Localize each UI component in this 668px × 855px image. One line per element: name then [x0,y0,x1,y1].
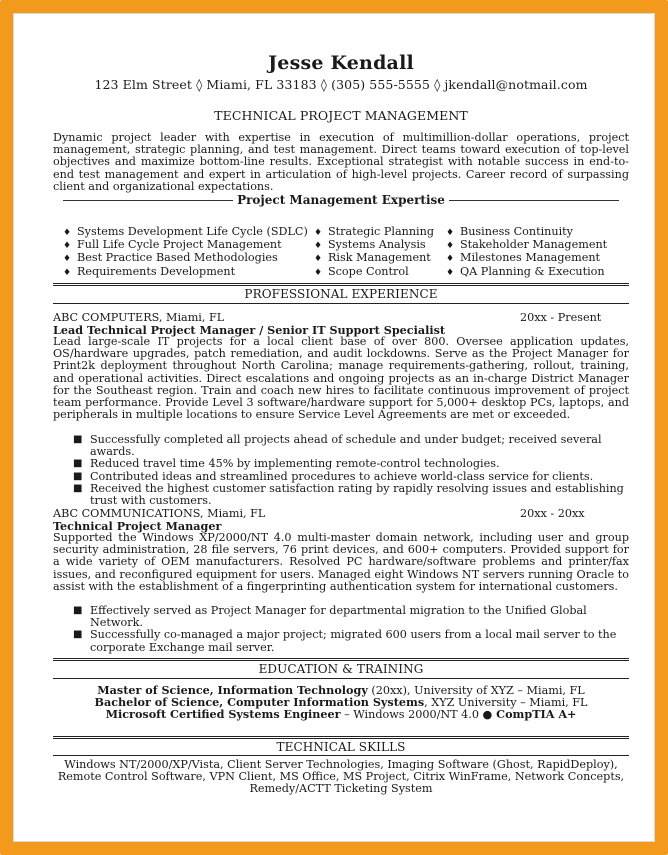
education-heading: EDUCATION & TRAINING [258,662,424,676]
bullet-icon: ■ [73,434,83,445]
expertise-item: ♦ Milestones Management [446,251,601,265]
candidate-name: Jesse Kendall [268,52,414,74]
diamond-icon: ♦ [63,254,72,265]
headline: TECHNICAL PROJECT MANAGEMENT [214,108,468,123]
skills-rule-bottom [53,755,629,756]
expertise-column-1 [63,226,308,279]
job1-description: Lead large-scale IT projects for a local client base of over 800. Oversee application updates, OS/hardware upgrades, patch remediation, and audit lockdowns. Serve as the Project Manager for Print2k deployment throughout North Carolina; manage requirements-gathering, rollout, training, and operational activities. Direct escalations and ongoing projects as an in-charge District Manager for the Southeast region. Train and coach new hires to facilitate continuous improvement of project team performance. Provide Level 3 software/hardware support for 5,000+ desktop PCs, laptops, and peripherals in multiple locations to ensure Service Level Agreements are met or exceeded. [53,335,629,422]
bullet-icon: ■ [73,470,83,482]
experience-rule-bottom [53,303,629,304]
education-item-2: Bachelor of Science, Computer Information Systems, XYZ University – Miami, FL [94,695,588,709]
diamond-icon: ♦ [446,267,455,278]
contact-line: 123 Elm Street ◊ Miami, FL 33183 ◊ (305) 555-5555 ◊ jkendall@notmail.com [94,77,588,92]
bullet-icon: ■ [73,458,83,470]
bullet-icon: ■ [73,482,83,494]
list-item: ■ Received the highest customer satisfaction rating by rapidly resolving issues and establishing trust with customers. [73,481,624,508]
expertise-heading-text: Project Management Expertise [237,193,445,207]
diamond-icon: ♦ [63,241,72,252]
education-item-3: Microsoft Certified Systems Engineer – Windows 2000/NT 4.0 ● CompTIA A+ [105,707,577,721]
job1-achievements [73,434,629,507]
expertise-item: ♦ Scope Control [314,264,409,278]
list-item: ■ Successfully completed all projects ahead of schedule and under budget; received several awards. [73,433,602,459]
list-item: ■ Successfully co-managed a major project; migrated 600 users from a local mail server to the corporate Exchange mail server. [73,628,617,654]
skills-rule-top [53,736,629,739]
expertise-heading [53,193,629,207]
diamond-icon: ♦ [63,228,72,238]
resume-page [13,13,655,842]
diamond-icon: ♦ [314,241,323,252]
expertise-item: ♦ Strategic Planning [314,225,434,238]
expertise-item: ♦ Business Continuity [446,225,573,238]
bullet-icon: ● [482,707,493,721]
diamond-icon: ♦ [446,241,455,252]
skills-list: Windows NT/2000/XP/Vista, Client Server Technologies, Imaging Software (Ghost, RapidDeploy), Remote Control Software, VPN Client, MS Office, MS Project, Citrix WinFrame, Network Concepts, Remedy/ACTT Ticketing System [57,758,625,796]
skills-heading: TECHNICAL SKILLS [276,740,406,754]
diamond-icon: ♦ [63,267,72,278]
diamond-icon: ♦ [446,228,455,238]
education-item-1: Master of Science, Information Technology (20xx), University of XYZ – Miami, FL [97,683,585,697]
expertise-item: ♦ Risk Management [314,251,431,265]
list-item: ■ Effectively served as Project Manager for departmental migration to the Unified Global Network. [73,604,587,630]
list-item: ■ Contributed ideas and streamlined procedures to achieve world-class service for clients. [73,469,594,483]
expertise-item: ♦ QA Planning & Execution [446,264,605,278]
job2-achievements [73,605,629,654]
job2-description: Supported the Windows XP/2000/NT 4.0 multi-master domain network, including user and group security administration, 28 file servers, 76 print devices, and 600+ computers. Provided support for a wide variety of OEM manufacturers. Resolved PC hardware/software problems and printer/fax issues, and reconfigured equipment for users. Managed eight Windows NT servers running Oracle to assist with the establishment of a fingerprinting authentication system for international customers. [53,531,629,593]
list-item: ■ Reduced travel time 45% by implementing remote-control technologies. [73,457,500,471]
bullet-icon: ■ [73,629,83,641]
experience-rule-top [53,283,629,286]
diamond-icon: ♦ [314,228,323,238]
job1-company: ABC COMPUTERS, Miami, FL [53,311,225,324]
expertise-item: ♦ Stakeholder Management [446,238,608,252]
job2-company: ABC COMMUNICATIONS, Miami, FL [53,507,266,520]
bullet-icon: ■ [73,605,83,616]
experience-heading: PROFESSIONAL EXPERIENCE [244,287,438,301]
expertise-column-3 [446,226,607,279]
summary-paragraph: Dynamic project leader with expertise in execution of multimillion-dollar operations, project management, strategic planning, and test management. Direct teams toward execution of top-level objectives and maximize bottom-line results. Exceptional strategist with notable success in end-to-end test management and expert in articulation of high-level projects. Career record of surpassing client and organizational expectations. [53,131,629,193]
expertise-item: ♦ Systems Analysis [314,238,426,252]
diamond-icon: ♦ [446,254,455,265]
education-rule-top [53,658,629,661]
diamond-icon: ♦ [314,254,323,265]
expertise-item: ♦ Best Practice Based Methodologies [63,251,278,265]
expertise-item: ♦ Systems Development Life Cycle (SDLC) [63,225,308,238]
job1-dates: 20xx - Present [520,311,602,324]
job2-dates: 20xx - 20xx [520,507,585,520]
diamond-icon: ♦ [314,267,323,278]
education-rule-bottom [53,678,629,679]
expertise-column-2 [314,226,434,279]
expertise-item: ♦ Requirements Development [63,264,236,278]
job1-title: Lead Technical Project Manager / Senior IT Support Specialist [53,323,446,337]
job2-title: Technical Project Manager [53,519,222,533]
expertise-item: ♦ Full Life Cycle Project Management [63,238,282,252]
